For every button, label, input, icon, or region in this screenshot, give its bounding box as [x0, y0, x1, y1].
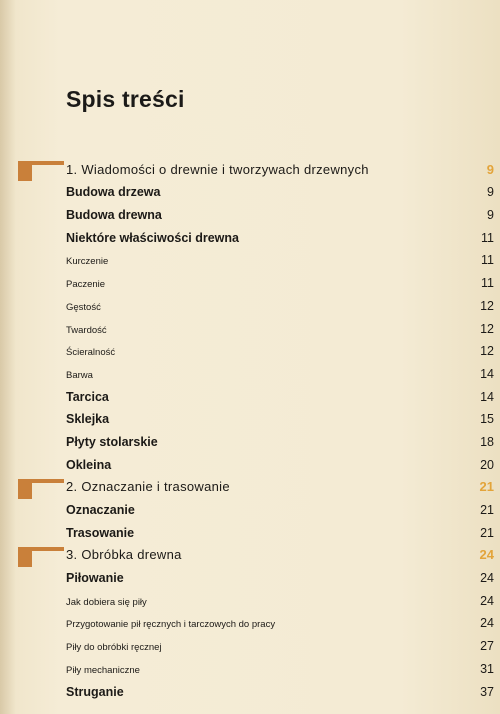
toc-entry-label: Budowa drewna: [66, 208, 162, 223]
toc-entry-label: Jak dobiera się piły: [66, 596, 147, 608]
toc-entry-row: [0, 181, 500, 204]
toc-page-number: 11: [481, 230, 494, 245]
toc-page-number: 24: [480, 593, 494, 608]
toc-page-number: 24: [480, 616, 494, 631]
toc-entry-row: [0, 408, 500, 431]
toc-entry-label: Struganie: [66, 684, 124, 699]
toc-entry-label: Sklejka: [66, 412, 110, 427]
toc-entry-row: [0, 430, 500, 453]
toc-entry-label: Oznaczanie: [66, 503, 135, 517]
chapter-marker-icon: [18, 479, 64, 499]
toc-entry-label: Kurczenie: [66, 256, 109, 268]
toc-subentry-row: [0, 589, 500, 612]
toc-entry-row: [0, 226, 500, 249]
toc-chapter-row: [0, 158, 500, 181]
toc-entry-row: [0, 521, 500, 544]
toc-entry-label: 1. Wiadomości o drewnie i tworzywach drzewnych: [66, 161, 369, 177]
toc-page-number: 12: [480, 298, 494, 313]
toc-entry-label: Niektóre właściwości drewna: [66, 230, 239, 245]
toc-entry-row: [0, 680, 500, 703]
toc-page-number: 11: [481, 276, 494, 291]
toc-subentry-row: [0, 657, 500, 680]
toc-subentry-row: [0, 362, 500, 385]
toc-chapter-row: [0, 476, 500, 499]
toc-entry-row: [0, 453, 500, 476]
toc-entry-label: Okleina: [66, 457, 112, 472]
toc-chapter-row: [0, 544, 500, 567]
toc-entry-label: Ścieralność: [66, 347, 116, 359]
toc-entry-label: Przygotowanie pił ręcznych i tarczowych do pracy: [66, 619, 276, 631]
toc-entry-label: Twardość: [66, 324, 107, 336]
toc-page-number: 12: [480, 321, 494, 336]
table-of-contents: [0, 158, 500, 703]
toc-entry-label: Paczenie: [66, 279, 106, 291]
toc-page-number: 18: [480, 434, 494, 449]
chapter-marker-icon: [18, 161, 64, 181]
toc-page-number: 12: [480, 344, 494, 359]
toc-subentry-row: [0, 340, 500, 363]
toc-page-number: 21: [479, 479, 494, 495]
toc-page-number: 9: [487, 208, 494, 223]
toc-entry-label: Piły do obróbki ręcznej: [66, 642, 162, 654]
chapter-marker-line: [18, 547, 64, 551]
toc-entry-label: Tarcica: [66, 389, 109, 404]
toc-page-number: 20: [480, 457, 494, 472]
toc-entry-row: [0, 385, 500, 408]
toc-entry-label: 3. Obróbka drewna: [66, 547, 182, 563]
toc-page-number: 24: [480, 571, 494, 586]
toc-page-number: 15: [480, 412, 494, 427]
toc-page-number: 37: [480, 684, 494, 699]
toc-entry-label: Piłowanie: [66, 571, 124, 586]
toc-entry-label: 2. Oznaczanie i trasowanie: [66, 479, 230, 495]
toc-page-number: 27: [480, 639, 494, 654]
toc-page-number: 21: [480, 525, 494, 540]
toc-subentry-row: [0, 249, 500, 272]
toc-page-number: 24: [479, 547, 494, 563]
toc-entry-label: Barwa: [66, 369, 93, 381]
toc-page-number: 14: [480, 389, 494, 404]
chapter-marker-icon: [18, 547, 64, 567]
toc-page-number: 14: [480, 366, 494, 381]
toc-entry-label: Trasowanie: [66, 525, 135, 540]
toc-subentry-row: [0, 317, 500, 340]
toc-entry-row: [0, 498, 500, 521]
toc-page-number: 21: [480, 503, 494, 517]
page-title: Spis treści: [66, 86, 185, 112]
chapter-marker-line: [18, 161, 64, 165]
toc-page-number: 9: [487, 185, 494, 200]
toc-page-number: 31: [480, 661, 494, 676]
toc-subentry-row: [0, 294, 500, 317]
toc-subentry-row: [0, 612, 500, 635]
toc-entry-row: [0, 566, 500, 589]
toc-entry-label: Piły mechaniczne: [66, 664, 140, 676]
toc-entry-label: Budowa drzewa: [66, 185, 161, 200]
toc-entry-label: Płyty stolarskie: [66, 434, 158, 449]
toc-entry-label: Gęstość: [66, 301, 101, 313]
toc-subentry-row: [0, 271, 500, 294]
toc-subentry-row: [0, 634, 500, 657]
toc-entry-row: [0, 203, 500, 226]
toc-page-number: 9: [486, 161, 494, 177]
toc-page-number: 11: [481, 253, 494, 268]
chapter-marker-line: [18, 479, 64, 483]
